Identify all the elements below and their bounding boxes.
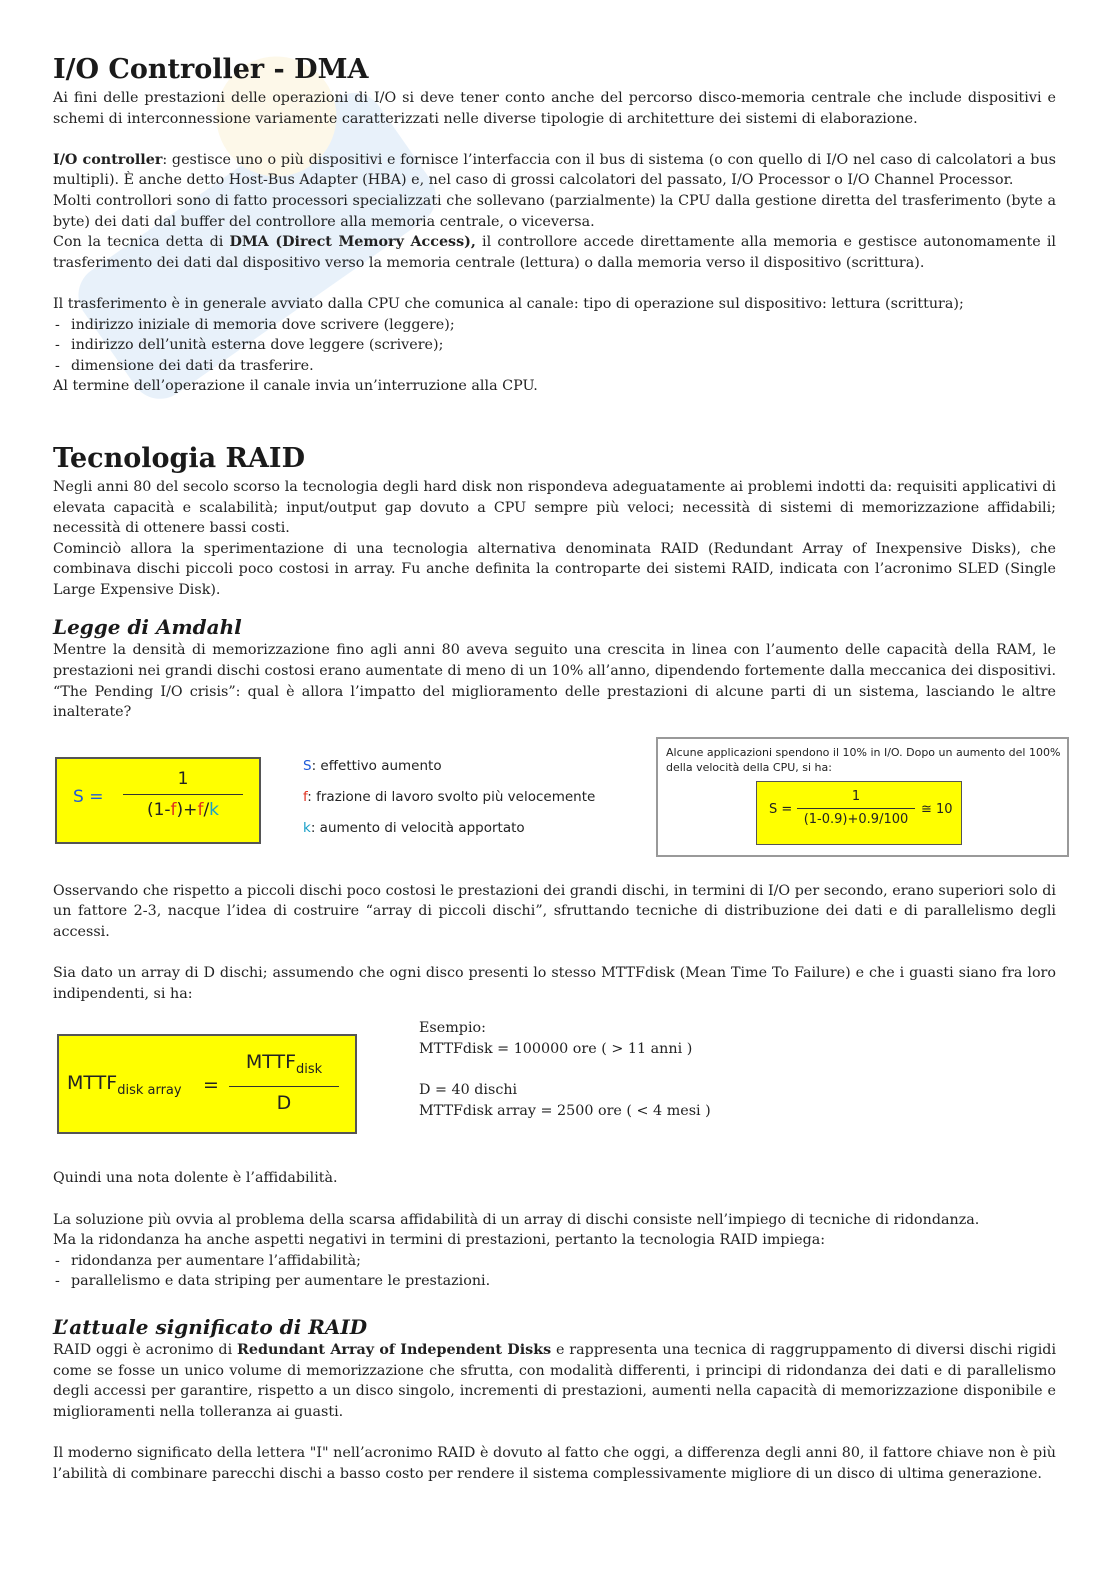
paragraph: I/O controller: gestisce uno o più dispositivi e fornisce l’interfaccia con il bus di sistema (o con quello di I/O nel caso di calcolatori a bus multipli). È anche detto Host-Bus Adapter (HBA) e, nel caso di grossi calcolatori del passato, I/O Processor o I/O Channel Processor. — [53, 151, 1056, 189]
paragraph: La soluzione più ovvia al problema della scarsa affidabilità di un array di dischi consiste nell’impiego di tecniche di ridondanza. — [53, 1211, 980, 1228]
formula-legend — [303, 751, 595, 844]
paragraph: RAID oggi è acronimo di Redundant Array of Independent Disks e rappresenta una tecnica di raggruppamento di diversi dischi rigidi come se fosse un unico volume di memorizzazione che sfrutta, con modalità differenti, i principi di ridondanza dei dati e di parallelismo degli accessi per garantire, rispetto a un disco singolo, incrementi di prestazioni, aumenti nella capacità di memorizzazione disponibile e miglioramenti nella tolleranza ai guasti. — [53, 1341, 1057, 1420]
paragraph: Negli anni 80 del secolo scorso la tecnologia degli hard disk non rispondeva adeguatamente ai problemi indotti da: requisiti applicativi di elevata capacità e scalabilità; input/output gap dovuto a CPU sempre più veloci; necessità di sistemi di memorizzazione affidabili; necessità di ottenere bassi costi. — [53, 478, 1056, 537]
example-text: Alcune applicazioni spendono il 10% in I/O. Dopo un aumento del 100% della velocità della CPU, si ha: — [666, 745, 1061, 774]
legend-item: k: aumento di velocità apportato — [303, 819, 525, 836]
list-item: - indirizzo iniziale di memoria dove scrivere (leggere); — [53, 315, 1056, 336]
paragraph: Ma la ridondanza ha anche aspetti negativi in termini di prestazioni, pertanto la tecnologia RAID impiega: — [53, 1232, 826, 1249]
paragraph: Il trasferimento è in generale avviato dalla CPU che comunica al canale: tipo di operazione sul dispositivo: lettura (scrittura); — [53, 295, 964, 312]
list-item: - parallelismo e data striping per aumentare le prestazioni. — [53, 1271, 1056, 1292]
bold-term: I/O controller — [53, 151, 163, 168]
list-item: - ridondanza per aumentare l’affidabilità; — [53, 1251, 1056, 1272]
paragraph: Sia dato un array di D dischi; assumendo che ogni disco presenti lo stesso MTTFdisk (Mean Time To Failure) e che i guasti siano fra loro indipendenti, si ha: — [53, 965, 1056, 1002]
legend-item: f: frazione di lavoro svolto più velocemente — [303, 788, 596, 805]
subsection-title-raid-meaning: L’attuale significato di RAID — [53, 1314, 368, 1339]
section-title-raid: Tecnologia RAID — [53, 442, 305, 474]
paragraph: Cominciò allora la sperimentazione di una tecnologia alternativa denominata RAID (Redundant Array of Inexpensive Disks), che combinava dischi piccoli poco costosi in array. Fu anche definita la controparte dei sistemi RAID, indicata con l’acronimo SLED (Single Large Expensive Disk). — [53, 540, 1056, 598]
legend-item: S: effettivo aumento — [303, 757, 442, 774]
subsection-title-amdahl: Legge di Amdahl — [53, 615, 242, 640]
amdahl-formula-box — [55, 757, 261, 844]
formula-denominator: (1-f)+f/k — [146, 799, 220, 820]
dash-list — [53, 315, 1056, 377]
document-page — [53, 52, 1061, 1484]
paragraph: Con la tecnica detta di DMA (Direct Memory Access), il controllore accede direttamente alla memoria e gestisce autonomamente il trasferimento dei dati dal dispositivo verso la memoria centrale (lettura) o dalla memoria verso il dispositivo (scrittura). — [53, 234, 1057, 271]
paragraph: Molti controllori sono di fatto processori specializzati che sollevano (parzialmente) la CPU dalla gestione diretta del trasferimento (byte a byte) dei dati dal buffer del controllore alla memoria centrale, o viceversa. — [53, 192, 1056, 230]
list-item: - dimensione dei dati da trasferire. — [53, 356, 1056, 377]
list-item: - indirizzo dell’unità esterna dove leggere (scrivere); — [53, 335, 1056, 356]
paragraph: Quindi una nota dolente è l’affidabilità. — [53, 1170, 338, 1187]
mttf-lhs: $MTTF_{disk array}$ — [67, 1072, 182, 1099]
bold-term: Redundant Array of Independent Disks — [237, 1341, 552, 1358]
section-title-io-controller: I/O Controller - DMA — [53, 54, 369, 85]
mttf-example: Esempio: MTTFdisk = 100000 ore ( > 11 anni ) D = 40 dischi MTTFdisk array = 2500 ore ( < 4 mesi ) — [419, 1020, 711, 1119]
bold-term: DMA (Direct Memory Access), — [229, 234, 476, 251]
formula-lhs: S = — [73, 786, 104, 807]
paragraph: Al termine dell’operazione il canale invia un’interruzione alla CPU. — [53, 378, 538, 395]
amdahl-example-box — [656, 737, 1069, 857]
paragraph: Ai fini delle prestazioni delle operazioni di I/O si deve tener conto anche del percorso disco-memoria centrale che include dispositivi e schemi di interconnessione variamente caratterizzati nelle diverse tipologie di architetture dei sistemi di elaborazione. — [53, 90, 1056, 127]
paragraph: Il moderno significato della lettera "I" nell’acronimo RAID è dovuto al fatto che oggi, a differenza degli anni 80, il fattore chiave non è più l’abilità di combinare parecchi dischi a basso costo per rendere il sistema complessivamente migliore di un disco di ultima generazione. — [53, 1444, 1056, 1482]
dash-list — [53, 1251, 1056, 1292]
formula-numerator: 1 — [177, 768, 189, 789]
example-formula-box: S = 1 (1-0.9)+0.9/100 ≅ 10 — [756, 781, 962, 845]
paragraph: Mentre la densità di memorizzazione fino agli anni 80 aveva seguito una crescita in linea con l’aumento delle capacità della RAM, le prestazioni nei grandi dischi costosi erano aumentate di meno di un 10% all’anno, dipendendo fortemente dalla meccanica dei dispositivi. “The Pending I/O crisis”: qual è allora l’impatto del miglioramento delle prestazioni di alcune parti di un sistema, lasciando le altre inalterate? — [53, 642, 1056, 721]
paragraph: Osservando che rispetto a piccoli dischi poco costosi le prestazioni dei grandi dischi, in termini di I/O per secondo, erano superiori solo di un fattore 2-3, nacque l’idea di costruire “array di piccoli dischi”, sfruttando tecniche di distribuzione dei dati e di parallelismo degli accessi. — [53, 882, 1056, 941]
amdahl-figure — [53, 739, 1061, 881]
mttf-formula-box: $MTTF_{disk array}$ = $MTTF_{disk}$ D — [57, 1034, 357, 1134]
mttf-figure — [53, 1018, 1056, 1168]
